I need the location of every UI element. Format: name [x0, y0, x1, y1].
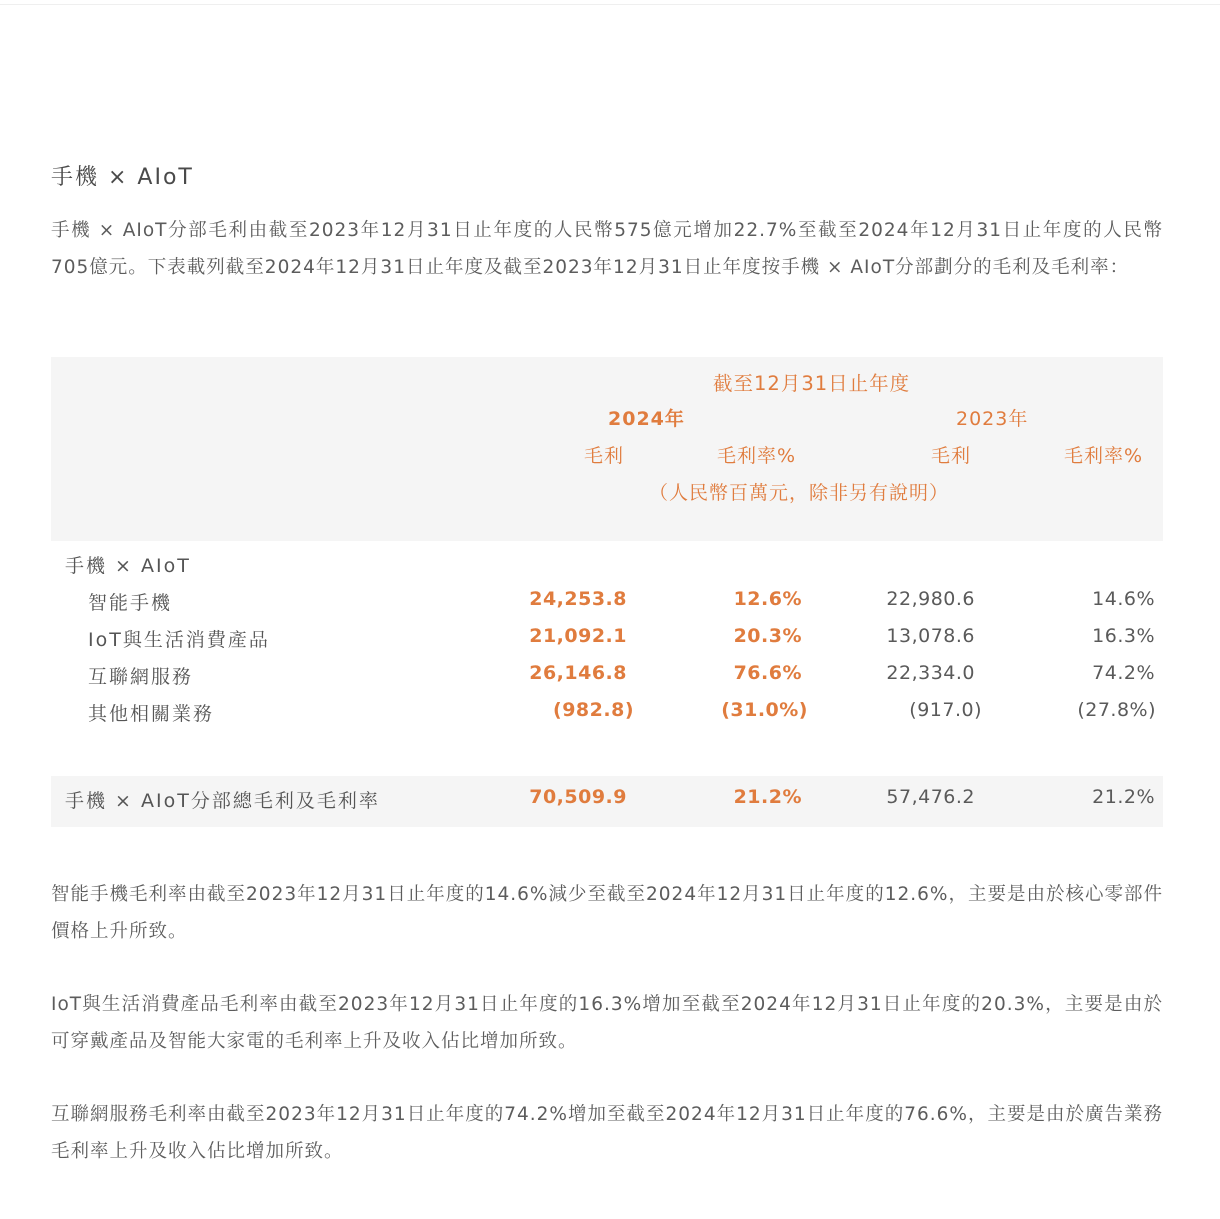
row-label-smartphones: 智能手機 — [88, 592, 173, 614]
total-label: 手機 × AIoT分部總毛利及毛利率 — [65, 790, 380, 812]
unit-note: （人民幣百萬元，除非另有說明） — [649, 482, 950, 504]
year-2023-header: 2023年 — [956, 408, 1029, 430]
cell-margin-2024: 12.6% — [733, 588, 802, 610]
cell-gp-2023: 13,078.6 — [886, 625, 975, 647]
total-margin-2024: 21.2% — [733, 786, 802, 808]
row-label-iot: IoT與生活消費產品 — [88, 629, 270, 651]
year-2024-header: 2024年 — [608, 408, 685, 430]
top-divider — [0, 4, 1220, 5]
col-margin-2024: 毛利率% — [717, 445, 797, 467]
col-gross-profit-2024: 毛利 — [584, 445, 625, 467]
cell-margin-2024: 76.6% — [733, 662, 802, 684]
col-margin-2023: 毛利率% — [1064, 445, 1144, 467]
cell-margin-2024: (31.0%) — [721, 699, 808, 721]
section-title: 手機 × AIoT — [51, 165, 194, 190]
cell-gp-2024: 21,092.1 — [529, 625, 627, 647]
paragraph-smartphones: 智能手機毛利率由截至2023年12月31日止年度的14.6%減少至截至2024年12月31日止年度的12.6%，主要是由於核心零部件價格上升所致。 — [51, 884, 1163, 942]
intro-paragraph: 手機 × AIoT分部毛利由截至2023年12月31日止年度的人民幣575億元增加22.7%至截至2024年12月31日止年度的人民幣705億元。下表載列截至2024年12月31日止年度及截至2023年12月31日止年度按手機 × AIoT分部劃分的毛利及毛利率： — [51, 220, 1163, 278]
cell-margin-2024: 20.3% — [733, 625, 802, 647]
paragraph-iot: IoT與生活消費產品毛利率由截至2023年12月31日止年度的16.3%增加至截至2024年12月31日止年度的20.3%，主要是由於可穿戴產品及智能大家電的毛利率上升及收入佔比增加所致。 — [51, 994, 1163, 1052]
paragraph-internet-services: 互聯網服務毛利率由截至2023年12月31日止年度的74.2%增加至截至2024年12月31日止年度的76.6%，主要是由於廣告業務毛利率上升及收入佔比增加所致。 — [51, 1104, 1163, 1162]
row-label-internet-services: 互聯網服務 — [88, 666, 194, 688]
cell-gp-2024: 26,146.8 — [529, 662, 627, 684]
total-gp-2023: 57,476.2 — [886, 786, 975, 808]
total-gp-2024: 70,509.9 — [529, 786, 627, 808]
total-margin-2023: 21.2% — [1092, 786, 1155, 808]
group-label: 手機 × AIoT — [65, 555, 191, 577]
col-gross-profit-2023: 毛利 — [931, 445, 972, 467]
cell-gp-2024: 24,253.8 — [529, 588, 627, 610]
cell-margin-2023: 14.6% — [1092, 588, 1155, 610]
cell-gp-2023: 22,334.0 — [886, 662, 975, 684]
cell-margin-2023: 16.3% — [1092, 625, 1155, 647]
row-label-other: 其他相關業務 — [88, 703, 215, 725]
cell-gp-2023: 22,980.6 — [886, 588, 975, 610]
cell-margin-2023: 74.2% — [1092, 662, 1155, 684]
cell-gp-2023: (917.0) — [909, 699, 982, 721]
cell-gp-2024: (982.8) — [553, 699, 634, 721]
cell-margin-2023: (27.8%) — [1077, 699, 1156, 721]
period-header: 截至12月31日止年度 — [713, 372, 911, 395]
table-header — [51, 357, 1163, 541]
